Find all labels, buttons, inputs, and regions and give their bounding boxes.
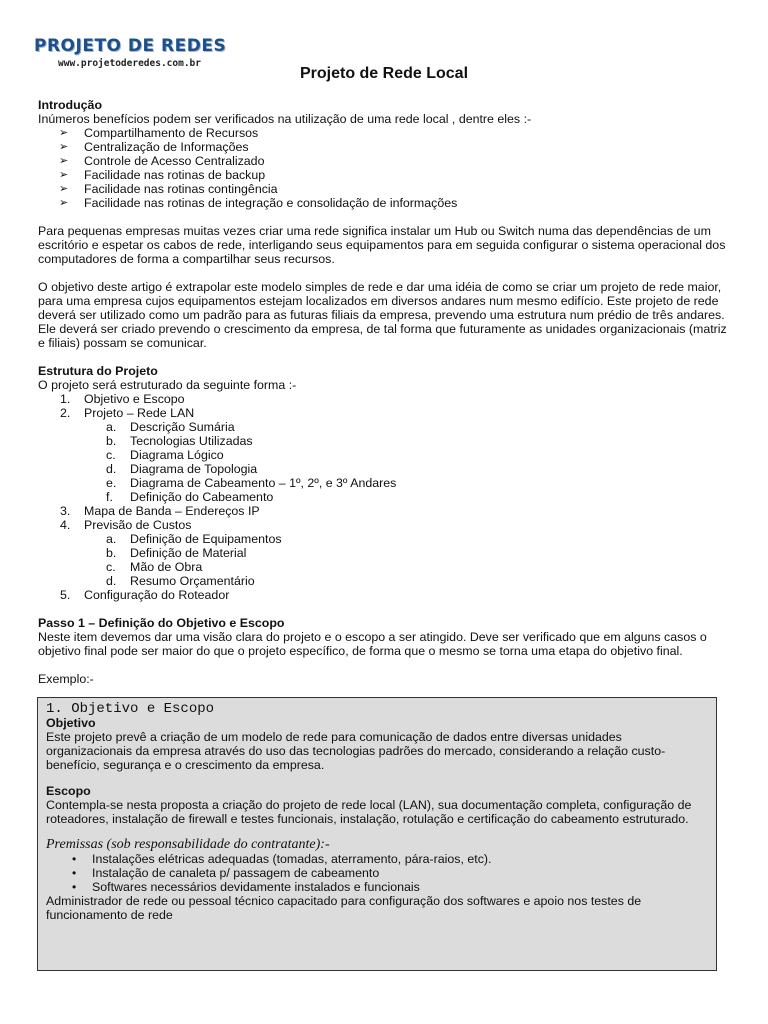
intro-lead: Inúmeros benefícios podem ser verificados na utilização de uma rede local , dentre eles :-: [38, 112, 532, 126]
item-number: 3.: [60, 504, 71, 518]
list-item: ➢ Facilidade nas rotinas de backup: [38, 168, 728, 182]
example-label: Exemplo:-: [38, 672, 94, 686]
structure-sublist: [38, 420, 728, 504]
scope-heading: Escopo: [46, 784, 91, 798]
example-box: [37, 697, 717, 971]
item-label: Descrição Sumária: [130, 420, 235, 434]
item-label: Mapa de Banda – Endereços IP: [84, 504, 260, 518]
item-letter: d.: [106, 462, 117, 476]
item-letter: d.: [106, 574, 117, 588]
list-item: [38, 560, 728, 574]
list-item: [38, 518, 728, 532]
site-url[interactable]: www.projetoderedes.com.br: [58, 58, 201, 69]
list-item: [38, 434, 728, 448]
item-label: Definição de Equipamentos: [130, 532, 282, 546]
item-letter: b.: [106, 434, 117, 448]
item-number: 1.: [60, 392, 71, 406]
list-item: [38, 392, 728, 406]
item-number: 5.: [60, 588, 71, 602]
costs-sublist: [38, 532, 728, 588]
structure-list-end: [38, 588, 728, 602]
list-item: ➢ Controle de Acesso Centralizado: [38, 154, 728, 168]
item-label: Diagrama de Cabeamento – 1º, 2º, e 3º Andares: [130, 476, 397, 490]
structure-lead: O projeto será estruturado da seguinte forma :-: [38, 378, 297, 392]
document-body: [38, 98, 728, 686]
premises-heading: Premissas (sob responsabilidade do contratante):-: [46, 837, 330, 852]
list-item: [38, 448, 728, 462]
list-item: [38, 462, 728, 476]
item-label: Definição do Cabeamento: [130, 490, 274, 504]
objective-text: Este projeto prevê a criação de um modelo de rede para comunicação de dados entre diversas unidades organizacionais da empresa através do uso das tecnologias padrões do mercado, considerando a relação custo-benefício, segurança e o crescimento da empresa.: [46, 730, 666, 772]
list-item: [38, 490, 728, 504]
list-item: • Instalação de canaleta p/ passagem de cabeamento: [46, 866, 708, 880]
item-label: Definição de Material: [130, 546, 247, 560]
step1-text: Neste item devemos dar uma visão clara do projeto e o escopo a ser atingido. Deve ser verificado que em alguns casos o objetivo final pode ser maior do que o projeto específico, de forma que o mesmo se torna uma etapa do objetivo final.: [38, 630, 707, 658]
item-label: Resumo Orçamentário: [130, 574, 255, 588]
list-item: ➢ Compartilhamento de Recursos: [38, 126, 728, 140]
structure-list-cont: [38, 504, 728, 532]
item-letter: a.: [106, 420, 117, 434]
item-label: Configuração do Roteador: [84, 588, 230, 602]
item-label: Projeto – Rede LAN: [84, 406, 195, 420]
item-letter: c.: [106, 448, 116, 462]
item-letter: a.: [106, 532, 117, 546]
premises-list: [46, 852, 708, 894]
list-item: ➢ Facilidade nas rotinas contingência: [38, 182, 728, 196]
list-item: ➢ Centralização de Informações: [38, 140, 728, 154]
item-label: Diagrama Lógico: [130, 448, 224, 462]
item-number: 2.: [60, 406, 71, 420]
page-title: Projeto de Rede Local: [299, 65, 469, 82]
list-item: [38, 546, 728, 560]
list-item: [38, 588, 728, 602]
site-logo[interactable]: PROJETO DE REDES: [34, 36, 227, 56]
list-item: [38, 476, 728, 490]
item-letter: b.: [106, 546, 117, 560]
objective-heading: Objetivo: [46, 716, 96, 730]
list-item: [38, 532, 728, 546]
item-label: Previsão de Custos: [84, 518, 192, 532]
intro-paragraph-1: Para pequenas empresas muitas vezes criar uma rede significa instalar um Hub ou Switch numa das dependências de um escritório e espetar os cabos de rede, interligando seus equipamentos para em seguida configurar o sistema operacional dos computadores de forma a compartilhar seus recursos.: [38, 224, 726, 266]
item-label: Mão de Obra: [130, 560, 203, 574]
item-letter: f.: [106, 490, 113, 504]
list-item: • Instalações elétricas adequadas (tomadas, aterramento, pára-raios, etc).: [46, 852, 708, 866]
intro-paragraph-2: O objetivo deste artigo é extrapolar este modelo simples de rede e dar uma idéia de como se criar um projeto de rede maior, para uma empresa cujos equipamentos estejam localizados em diversos andares num mesmo edifício. Este projeto de rede deverá ser utilizado como um padrão para as futuras filiais da empresa, prevendo uma estrutura num prédio de três andares. Ele deverá ser criado prevendo o crescimento da empresa, de tal forma que futuramente as unidades organizacionais (matriz e filiais) possam se comunicar.: [38, 280, 727, 350]
list-item: • Softwares necessários devidamente instalados e funcionais: [46, 880, 708, 894]
scope-text: Contempla-se nesta proposta a criação do projeto de rede local (LAN), sua documentação completa, configuração de roteadores, instalação de firewall e testes funcionais, instalação, rotulação e certificação do cabeamento estruturado.: [46, 798, 692, 826]
example-box-title: 1. Objetivo e Escopo: [46, 701, 215, 717]
item-label: Tecnologias Utilizadas: [130, 434, 253, 448]
list-item: [38, 504, 728, 518]
intro-heading: Introdução: [38, 98, 103, 112]
structure-list: [38, 392, 728, 420]
step1-heading: Passo 1 – Definição do Objetivo e Escopo: [38, 616, 285, 630]
item-letter: c.: [106, 560, 116, 574]
item-letter: e.: [106, 476, 117, 490]
item-label: Diagrama de Topologia: [130, 462, 258, 476]
item-number: 4.: [60, 518, 71, 532]
benefits-list: [38, 126, 728, 210]
list-item: ➢ Facilidade nas rotinas de integração e consolidação de informações: [38, 196, 728, 210]
structure-heading: Estrutura do Projeto: [38, 364, 158, 378]
item-label: Objetivo e Escopo: [84, 392, 185, 406]
list-item: [38, 574, 728, 588]
list-item: [38, 420, 728, 434]
closing-text: Administrador de rede ou pessoal técnico capacitado para configuração dos softwares e apoio nos testes de funcionamento de rede: [46, 894, 642, 922]
list-item: [38, 406, 728, 420]
